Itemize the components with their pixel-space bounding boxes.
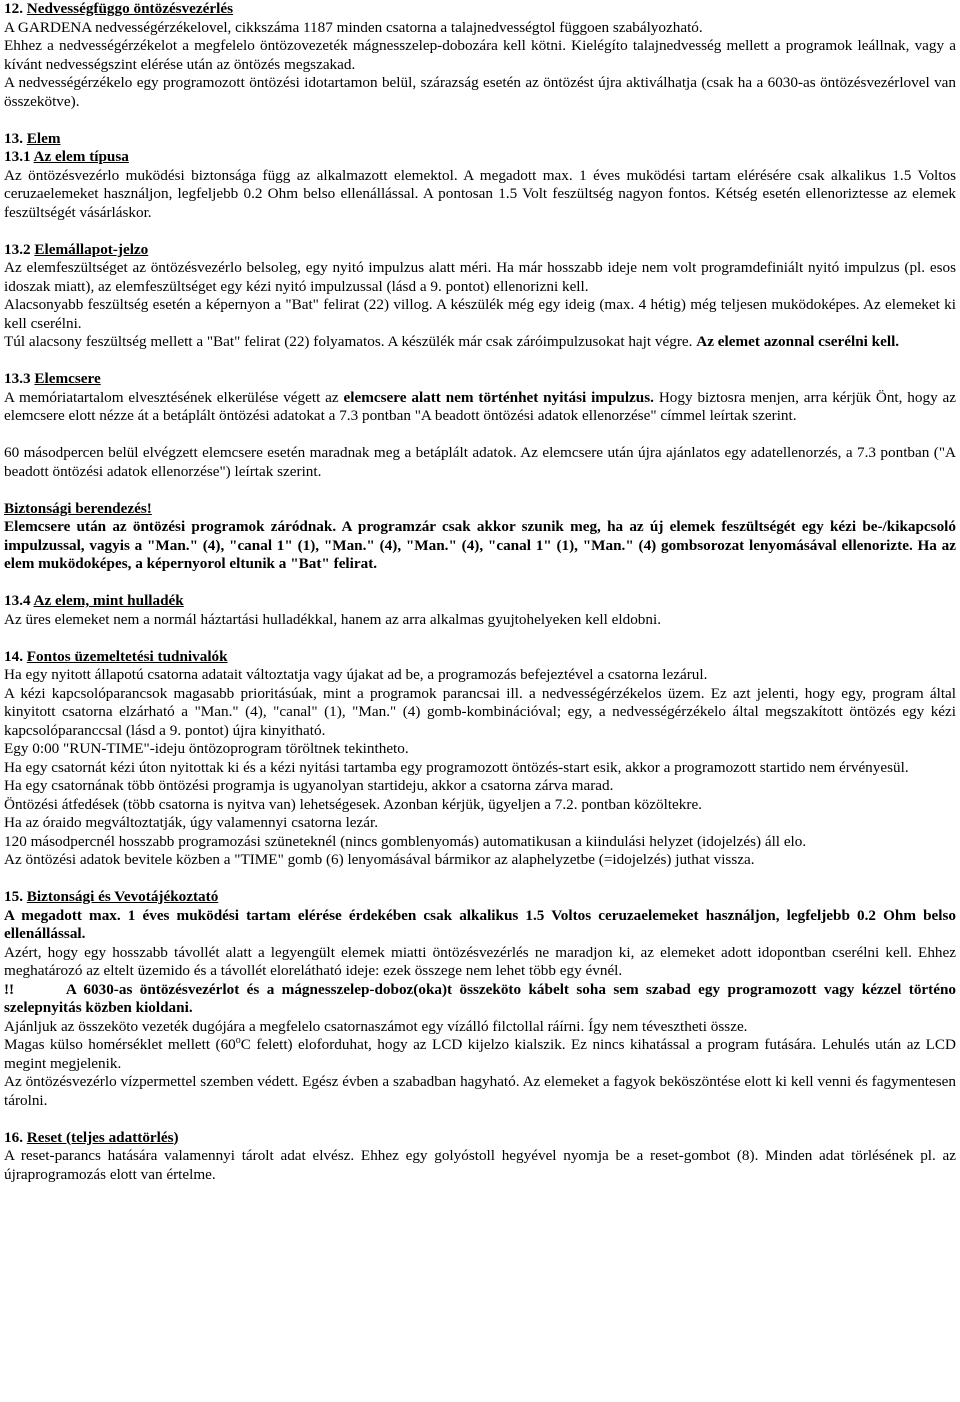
paragraph — [4, 1036, 956, 1073]
safety-title: Biztonsági berendezés! — [4, 499, 152, 517]
section-16 — [4, 1129, 956, 1185]
paragraph: Az elemfeszültséget az öntözésvezérlo belsoleg, egy nyitó impulzus alatt méri. Ha már hosszabb ideje nem volt programdefiniált nyitó impulzus (pl. esos idoszak miatt), az elemfeszültséget egy kézi nyitó impulzussal (lásd a 9. pontot) ellenorizni kell. — [4, 259, 956, 295]
safety-text: Elemcsere után az öntözési programok záródnak. A programzár csak akkor szunik meg, ha az új elemek feszültségét egy kézi be-/kikapcsoló impulzussal, vagyis a "Man." (4), "canal 1" (1), "Man." (4), "Man." (4), "canal 1" (1), "Man." (4) gombsorozat lenyomásával ellenorizte. Ha az elem muködoképes, a képernyorol eltunik a "Bat" felirat. — [4, 518, 956, 572]
section-13-3 — [4, 370, 956, 426]
subsection-number: 13.1 — [4, 148, 31, 165]
subsection-heading — [4, 370, 956, 389]
subsection-heading — [4, 148, 956, 167]
subsection-heading — [4, 592, 956, 611]
paragraph: Az öntözésvezérlo vízpermettel szemben védett. Egész évben a szabadban hagyható. Az elemeket a fagyok beköszöntése elott ki kell venni és fagymentesen tárolni. — [4, 1073, 956, 1109]
section-16-heading — [4, 1129, 956, 1148]
section-13-heading — [4, 130, 956, 149]
paragraph: Ha az óraido megváltoztatják, úgy valamennyi csatorna lezár. — [4, 814, 379, 831]
bold-text: elemcsere alatt nem történhet nyitási impulzus. — [343, 388, 654, 406]
section-15-heading — [4, 888, 956, 907]
paragraph: Az öntözési adatok bevitele közben a "TIME" gomb (6) lenyomásával bármikor az alaphelyzetbe (=idojelzés) juthat vissza. — [4, 851, 755, 868]
subsection-title: Az elem típusa — [33, 148, 129, 165]
text-run: A memóriatartalom elvesztésének elkerülése végett az — [4, 388, 339, 406]
paragraph: Öntözési átfedések (több csatorna is nyitva van) lehetségesek. Azonban kérjük, ügyeljen a 7.2. pontban közöltekre. — [4, 795, 702, 813]
paragraph: Ha egy nyitott állapotú csatorna adatait változtatja vagy újakat ad be, a programozás befejeztével a csatorna lezárul. — [4, 666, 708, 683]
paragraph: Azért, hogy egy hosszabb távollét alatt a legyengült elemek miatti öntözésvezérlés ne maradjon ki, az elemeket adott idopontban cserélni kell. Ehhez meghatározó az eltelt üzemido és a távollét elorelátható ideje: ezek összege nem lehet több egy évnél. — [4, 943, 956, 979]
paragraph: A reset-parancs hatására valamennyi tárolt adat elvész. Ehhez egy golyóstoll hegyével nyomja be a reset-gombot (8). Minden adat törlésének pl. az újraprogramozás elott van értelme. — [4, 1147, 956, 1183]
paragraph: 120 másodpercnél hosszabb programozási szüneteknél (nincs gomblenyomás) automatikusan a kiindulási helyzet (idojelzés) áll elo. — [4, 832, 807, 850]
paragraph: Egy 0:00 "RUN-TIME"-ideju öntözoprogram töröltnek tekintheto. — [4, 740, 409, 757]
section-title: Nedvességfüggo öntözésvezérlés — [26, 0, 234, 17]
section-12 — [4, 0, 956, 111]
warning-text: A 6030-as öntözésvezérlot és a mágnesszelep-doboz(oka)t összeköto kábelt soha sem szabad egy programozott vagy kézzel történo szelepnyitás közben kioldani. — [4, 980, 957, 1016]
section-number: 12. — [4, 0, 23, 17]
section-15 — [4, 888, 956, 1110]
paragraph — [4, 389, 956, 426]
section-13-4 — [4, 592, 956, 629]
paragraph: Alacsonyabb feszültség esetén a képernyon a "Bat" felirat (22) villog. A készülék még egy ideig (max. 4 hétig) még teljesen muködoképes. Az elemeket ki kell cserélni. — [4, 296, 956, 332]
paragraph: Az üres elemeket nem a normál háztartási hulladékkal, hanem az arra alkalmas gyujtohelyeken kell eldobni. — [4, 610, 662, 628]
paragraph: Ajánljuk az összeköto vezeték dugójára a megfelelo csatornaszámot egy vízálló filctollal ráírni. Így nem tévesztheti össze. — [4, 1017, 748, 1035]
section-13-1 — [4, 130, 956, 223]
subsection-title: Az elem, mint hulladék — [33, 592, 184, 609]
paragraph: A nedvességérzékelo egy programozott öntözési idotartamon belül, szárazság esetén az öntözést újra aktiválhatja (csak ha a 6030-as öntözésvezérlovel van összekötve). — [4, 74, 956, 110]
text-run: Magas külso homérséklet mellett (60 — [4, 1036, 236, 1053]
bold-text: Az elemet azonnal cserélni kell. — [696, 333, 900, 350]
paragraph: Ha egy csatornát kézi úton nyitottak ki és a kézi nyitási tartamba egy programozott öntözés-start esik, akkor a programozott startido nem érvényesül. — [4, 758, 909, 776]
text-run: Túl alacsony feszültség mellett a "Bat" felirat (22) folyamatos. A készülék már csak záróimpulzusokat hajt végre. — [4, 333, 693, 350]
section-title: Fontos üzemeltetési tudnivalók — [26, 647, 228, 665]
paragraph: Ha egy csatornának több öntözési programja is ugyanolyan startideju, akkor a csatorna zárva marad. — [4, 777, 614, 794]
section-title: Biztonsági és Vevotájékoztató — [26, 888, 219, 905]
section-14-heading — [4, 648, 956, 667]
section-12-heading — [4, 0, 956, 19]
section-14 — [4, 648, 956, 870]
subsection-number: 13.3 — [4, 370, 31, 387]
paragraph: A kézi kapcsolóparancsok magasabb prioritásúak, mint a programok parancsai ill. a nedvességérzékelos üzem. Ez azt jelenti, hogy egy, program által kinyitott csatorna elzárható a "Man." (4), "canal" (1), "Man." (4) gomb-kombinációval; egy, a nedvességérzékelo által megszakított öntözés egy kézi kapcsolóparanccsal (lásd a 9. pontot) újra kinyitható. — [4, 684, 956, 739]
section-number: 13. — [4, 129, 23, 147]
text-run: C felett) eloforduhat, hogy az LCD kijelzo kialszik. Ez nincs kihatással a program futására. Lehulés után az LCD megint megjelenik. — [4, 1036, 956, 1072]
subsection-heading — [4, 241, 956, 260]
bold-paragraph: A megadott max. 1 éves muködési tartam elérése érdekében csak alkalikus 1.5 Voltos ceruzaelemeket használjon, legfeljebb 0.2 Ohm belso ellenállással. — [4, 906, 956, 942]
paragraph: A GARDENA nedvességérzékelovel, cikkszáma 1187 minden csatorna a talajnedvességtol függoen szabályozható. — [4, 18, 703, 36]
section-title: Elem — [26, 129, 61, 147]
section-13-2 — [4, 241, 956, 352]
warning-paragraph — [4, 981, 956, 1018]
subsection-number: 13.2 — [4, 240, 31, 258]
warning-mark: !! — [4, 980, 15, 998]
subsection-title: Elemállapot-jelzo — [34, 240, 149, 258]
paragraph: Ehhez a nedvességérzékelot a megfelelo öntözovezeték mágnesszelep-dobozára kell kötni. Kielégíto talajnedvesség mellett a programok leállnak, vagy a kívánt nedvességszint elérése után az öntözés megszakad. — [4, 37, 956, 73]
document-page — [4, 0, 956, 1184]
section-number: 14. — [4, 647, 23, 665]
subsection-number: 13.4 — [4, 592, 31, 609]
paragraph: Az öntözésvezérlo muködési biztonsága függ az alkalmazott elemektol. A megadott max. 1 éves muködési tartam elérésére csak alkalikus 1.5 Voltos ceruzaelemeket használjon, legfeljebb 0.2 Ohm belso ellenállással. A pontosan 1.5 Volt feszültség nagyon fontos. Kétség esetén ellenoriztesse az elemek feszültségét vásárláskor. — [4, 166, 956, 221]
battery-change-note — [4, 444, 956, 481]
section-title: Reset (teljes adattörlés) — [26, 1128, 179, 1146]
paragraph: 60 másodpercen belül elvégzett elemcsere esetén maradnak meg a betáplált adatok. Az elemcsere után újra ajánlatos egy adatellenorzés, a 7.3 pontban ("A beadott öntözési adatok ellenorzése") leírtak szerint. — [4, 444, 956, 480]
paragraph — [4, 333, 956, 352]
degree-superscript: o — [235, 1034, 241, 1046]
safety-heading — [4, 500, 956, 519]
section-number: 16. — [4, 1128, 23, 1146]
safety-device-block — [4, 500, 956, 574]
subsection-title: Elemcsere — [34, 370, 101, 387]
section-number: 15. — [4, 888, 23, 905]
text-run: Hogy biztosra menjen, arra kérjük Önt, hogy az elemcsere elott nézze át a betáplált öntözési adatokat a 7.3 pontban "A beadott öntözési adatok ellenorzése" címmel leírtak szerint. — [4, 388, 957, 424]
